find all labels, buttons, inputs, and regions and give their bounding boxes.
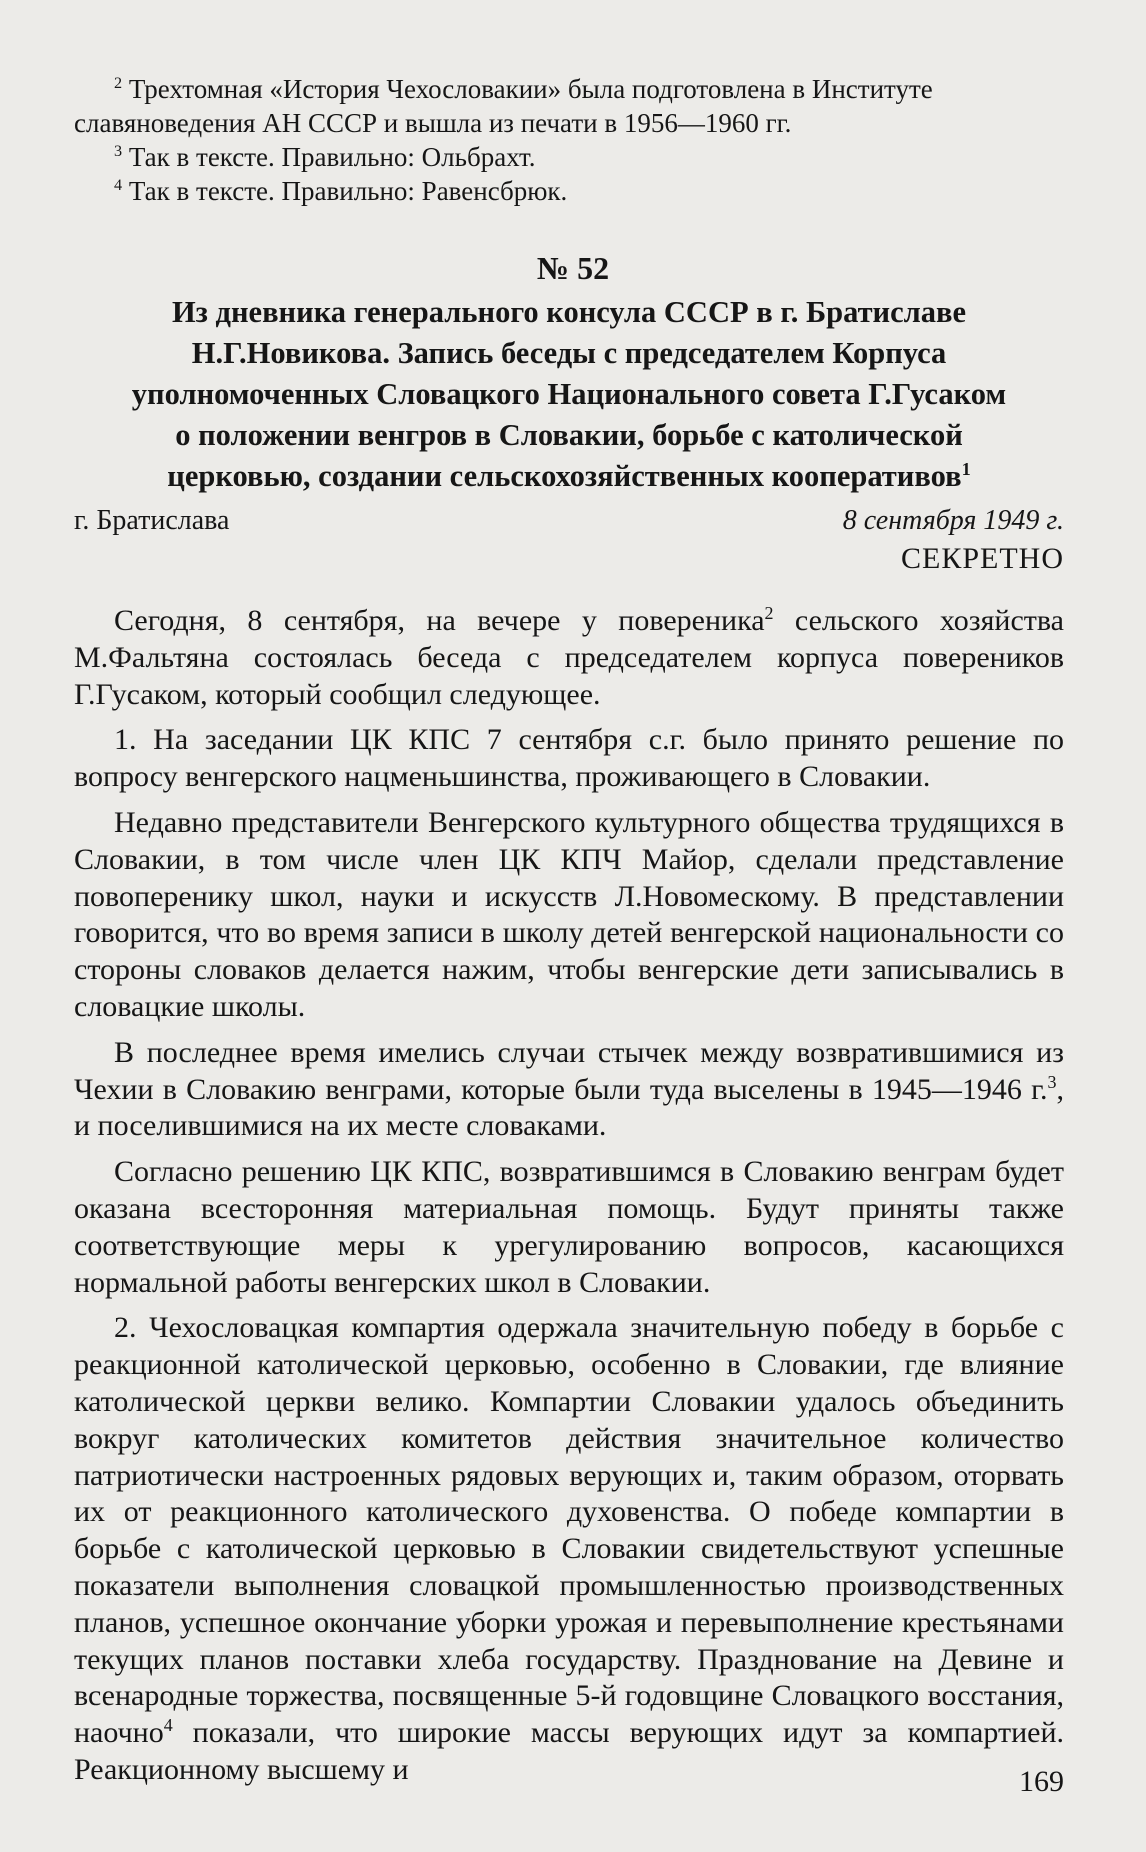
footnote-ref: 3 <box>1047 1071 1057 1092</box>
footnote-text: Так в тексте. Правильно: Равенсбрюк. <box>122 176 568 206</box>
paragraph-text: показали, что широкие массы верующих идут за компартией. Реакционному высшему и <box>74 1716 1064 1786</box>
title-line: о положении венгров в Словакии, борьбе с католической <box>175 418 963 452</box>
footnote-mark: 2 <box>114 74 123 92</box>
document-body <box>74 603 1064 1798</box>
footnote-4 <box>74 174 1064 208</box>
paragraph-text: В последнее время имелись случаи стычек между возвратившимися из Чехии в Словакию венграми, которые были туда выселены в 1945—1946 г. <box>74 1035 1064 1106</box>
footnote-3 <box>74 140 1064 174</box>
classification-stamp: СЕКРЕТНО <box>900 542 1064 575</box>
paragraph: Согласно решению ЦК КПС, возвратившимся в Словакию венграм будет оказана всесторонняя материальная помощь. Будут приняты также соответствующие меры к урегулированию вопросов, касающихся нормальной работы венгерских школ в Словакии. <box>74 1155 1064 1299</box>
footnote-text: Трехтомная «История Чехословакии» была подготовлена в Институте славяноведения АН СССР и вышла из печати в 1956—1960 гг. <box>74 74 933 138</box>
title-line: Из дневника генерального консула СССР в г. Братиславе <box>171 295 967 329</box>
title-line: уполномоченных Словацкого Национального совета Г.Гусаком <box>131 377 1007 411</box>
paragraph: 1. На заседании ЦК КПС 7 сентября с.г. было принято решение по вопросу венгерского нацменьшинства, проживающего в Словакии. <box>74 723 1064 794</box>
footnote-text: Так в тексте. Правильно: Ольбрахт. <box>122 142 536 172</box>
footnote-mark: 4 <box>114 176 123 194</box>
paragraph <box>74 1035 1064 1145</box>
paragraph-text: 2. Чехословацкая компартия одержала значительную победу в борьбе с реакционной католической церковью, особенно в Словакии, где влияние католической церкви велико. Компартии Словакии удалось объединить вокруг католических комитетов действия значительное количество патриотически настроенных рядовых верующих и, таким образом, оторвать их от реакционного католического духовенства. О победе компартии в борьбе с католической церковью в Словакии свидетельствуют успешные показатели выполнения словацкой промышленностью производственных планов, успешное окончание уборки урожая и перевыполнение крестьянами текущих планов поставки хлеба государству. Празднование на Девине и всенародные торжества, посвященные 5-й годовщине Словацкого восстания, наочно <box>74 1311 1064 1750</box>
paragraph-text: сельского хозяйства М.Фальтяна состоялась беседа с председателем корпуса повереников Г.Гусаком, который сообщил следующее. <box>74 604 1064 711</box>
paragraph-text: Сегодня, 8 сентября, на вечере у повереника <box>114 604 765 637</box>
paragraph: Недавно представители Венгерского культурного общества трудящихся в Словакии, в том числе член ЦК КПЧ Майор, сделали представление повоперенику школ, науки и искусств Л.Новомескому. В представлении говорится, что во время записи в школу детей венгерской национальности со стороны словаков делается нажим, чтобы венгерские дети записывались в словацкие школы. <box>74 805 1064 1023</box>
paragraph-text: , и поселившимися на их месте словаками. <box>74 1072 1064 1143</box>
document-place: г. Братислава <box>74 505 230 536</box>
footnote-ref: 2 <box>764 603 774 623</box>
title-line: Н.Г.Новикова. Запись беседы с председателем Корпуса <box>191 336 947 370</box>
document-number: № 52 <box>536 250 610 286</box>
document-date: 8 сентября 1949 г. <box>842 505 1064 536</box>
place-date-line <box>74 503 1064 539</box>
footnote-mark: 3 <box>114 142 123 160</box>
title-footnote-mark: 1 <box>961 458 971 479</box>
paragraph <box>74 1310 1064 1788</box>
footnote-2 <box>74 72 1064 140</box>
paragraph <box>74 603 1064 713</box>
document-title <box>74 292 1064 497</box>
footnote-ref: 4 <box>163 1715 173 1736</box>
title-line: церковью, создании сельскохозяйственных кооперативов <box>167 459 962 493</box>
footnotes <box>74 72 1064 208</box>
title-line-last <box>74 456 1064 497</box>
page-number: 169 <box>1019 1765 1064 1798</box>
